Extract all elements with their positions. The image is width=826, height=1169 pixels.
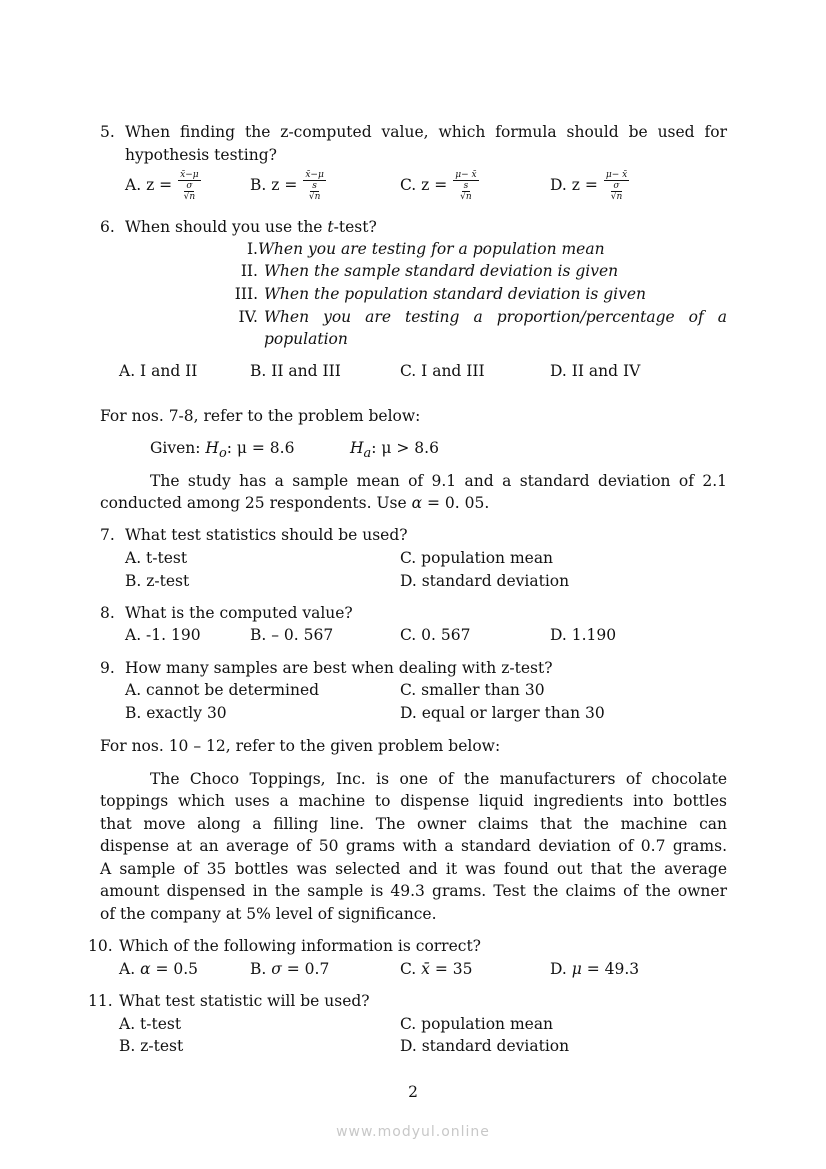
q8-number: 8. (100, 604, 115, 622)
h0-sub: o (218, 446, 227, 462)
option-label: A. (119, 960, 141, 978)
option-value: = 35 (429, 960, 473, 978)
q5-stem: When finding the z-computed value, which formula should be used for (125, 123, 727, 141)
problem-line: of the company at 5% level of significance. (100, 905, 437, 923)
problem-line: amount dispensed in the sample is 49.3 grams. Test the claims of the owner (100, 882, 727, 900)
q6-option-d: D. II and IV (550, 362, 641, 380)
ha-text: : μ > 8.6 (371, 439, 439, 457)
formula-lhs: z = (146, 176, 173, 194)
q7-option-a: A. t-test (125, 549, 188, 567)
ha-symbol: H (350, 439, 364, 457)
q11-option-c: C. population mean (400, 1015, 554, 1033)
q8-option-c: C. 0. 567 (400, 626, 471, 644)
h0-symbol: H (205, 439, 219, 457)
option-label: B. (250, 960, 272, 978)
problem-intro: For nos. 7-8, refer to the problem below: (100, 407, 421, 425)
alpha-symbol: α (411, 494, 423, 512)
q6-item: When you are testing a proportion/percentage of a (264, 308, 727, 326)
q5-option-b (250, 170, 326, 202)
option-label: D. (550, 176, 567, 194)
q8-option-b: B. – 0. 567 (250, 626, 334, 644)
hypotheses (150, 437, 295, 462)
denominator-bottom: √n (183, 192, 196, 202)
q6-stem-t: t (327, 218, 334, 236)
q10-option-a (119, 958, 198, 980)
fraction-denominator (460, 181, 472, 202)
fraction (303, 170, 325, 202)
q6-item-number: IV. (238, 308, 258, 326)
option-label: B. (250, 176, 267, 194)
q8-option-d: D. 1.190 (550, 626, 617, 644)
fraction (178, 170, 200, 202)
q6-stem-text2: -test? (333, 218, 377, 236)
given-label: Given: (150, 439, 206, 457)
problem-line: that move along a filling line. The owner claims that the machine can (100, 815, 727, 833)
q6-item-number: I. (246, 240, 258, 258)
fraction-denominator (184, 181, 196, 202)
q6-item-number: III. (234, 285, 258, 303)
problem-text-cont (100, 492, 489, 514)
problem-line: toppings which uses a machine to dispense liquid ingredients into bottles (100, 792, 727, 810)
denominator-bottom: √n (610, 192, 623, 202)
q7-stem: What test statistics should be used? (125, 526, 408, 544)
option-value: = 0.5 (150, 960, 199, 978)
formula-lhs: z = (271, 176, 298, 194)
q6-option-b: B. II and III (250, 362, 341, 380)
problem-line: The Choco Toppings, Inc. is one of the manufacturers of chocolate (150, 770, 727, 788)
symbol: α (140, 960, 151, 978)
problem-intro: For nos. 10 – 12, refer to the given problem below: (100, 737, 501, 755)
fraction-numerator: μ− x̄ (455, 170, 477, 180)
q10-option-b (250, 958, 329, 980)
q6-option-a: A. I and II (119, 362, 198, 380)
fraction-numerator: x̄−μ (305, 170, 324, 180)
q9-option-a: A. cannot be determined (125, 681, 320, 699)
page-number: 2 (408, 1083, 418, 1101)
problem-line: dispense at an average of 50 grams with a standard deviation of 0.7 grams. (100, 837, 727, 855)
q5-option-c (400, 170, 479, 202)
q6-item: When you are testing for a population mean (258, 240, 605, 258)
denominator-bottom: √n (460, 192, 472, 202)
symbol: μ (571, 960, 582, 978)
problem-line: A sample of 35 bottles was selected and it was found out that the average (100, 860, 727, 878)
q10-stem: Which of the following information is correct? (119, 937, 481, 955)
q8-option-a: A. -1. 190 (125, 626, 201, 644)
formula-lhs: z = (421, 176, 448, 194)
option-label: C. (400, 176, 417, 194)
q8-stem: What is the computed value? (125, 604, 353, 622)
fraction (604, 170, 629, 202)
denominator-top: s (312, 181, 317, 191)
q9-stem: How many samples are best when dealing with z-test? (125, 659, 553, 677)
q9-option-c: C. smaller than 30 (400, 681, 545, 699)
q6-stem-text: When should you use the (125, 218, 328, 236)
fraction-denominator (611, 181, 623, 202)
option-value: = 49.3 (581, 960, 640, 978)
symbol: σ (271, 960, 282, 978)
alt-hypothesis (350, 437, 439, 462)
q7-number: 7. (100, 526, 115, 544)
q9-number: 9. (100, 659, 115, 677)
symbol: x̄ (421, 960, 430, 978)
q11-option-b: B. z-test (119, 1037, 184, 1055)
formula-lhs: z = (571, 176, 598, 194)
denominator-top: s (463, 181, 469, 191)
q6-item-number: II. (240, 262, 258, 280)
q5-option-a (125, 170, 201, 202)
q9-option-d: D. equal or larger than 30 (400, 704, 605, 722)
q5-stem-cont: hypothesis testing? (125, 146, 277, 164)
q11-option-d: D. standard deviation (400, 1037, 570, 1055)
option-label: A. (125, 176, 142, 194)
q5-option-d (550, 170, 629, 202)
q7-option-b: B. z-test (125, 572, 190, 590)
q6-item: When the population standard deviation is given (264, 285, 647, 303)
denominator-top: σ (613, 181, 620, 191)
fraction-numerator: x̄−μ (180, 170, 199, 180)
q10-number: 10. (88, 937, 113, 955)
q6-option-c: C. I and III (400, 362, 485, 380)
fraction-numerator: μ− x̄ (605, 170, 628, 180)
q6-item-cont: population (264, 330, 348, 348)
q6-number: 6. (100, 218, 115, 236)
watermark: www.modyul.online (336, 1124, 490, 1140)
q6-stem (125, 216, 377, 238)
fraction-denominator (309, 181, 321, 202)
q11-stem: What test statistic will be used? (119, 992, 370, 1010)
q10-option-c (400, 958, 473, 980)
q5-number: 5. (100, 123, 115, 141)
q7-option-d: D. standard deviation (400, 572, 570, 590)
problem-text: The study has a sample mean of 9.1 and a standard deviation of 2.1 (150, 472, 727, 490)
denominator-bottom: √n (308, 192, 321, 202)
q7-option-c: C. population mean (400, 549, 554, 567)
q9-option-b: B. exactly 30 (125, 704, 227, 722)
q10-option-d (550, 958, 639, 980)
denominator-top: σ (186, 181, 193, 191)
option-value: = 0.7 (281, 960, 330, 978)
problem-text-part: conducted among 25 respondents. Use (100, 494, 412, 512)
q6-item: When the sample standard deviation is given (264, 262, 619, 280)
option-label: C. (400, 960, 422, 978)
option-label: D. (550, 960, 572, 978)
h0-text: : μ = 8.6 (226, 439, 295, 457)
problem-text-part: = 0. 05. (422, 494, 490, 512)
q11-number: 11. (88, 992, 113, 1010)
ha-sub: a (363, 446, 372, 462)
fraction (453, 170, 478, 202)
q11-option-a: A. t-test (119, 1015, 182, 1033)
